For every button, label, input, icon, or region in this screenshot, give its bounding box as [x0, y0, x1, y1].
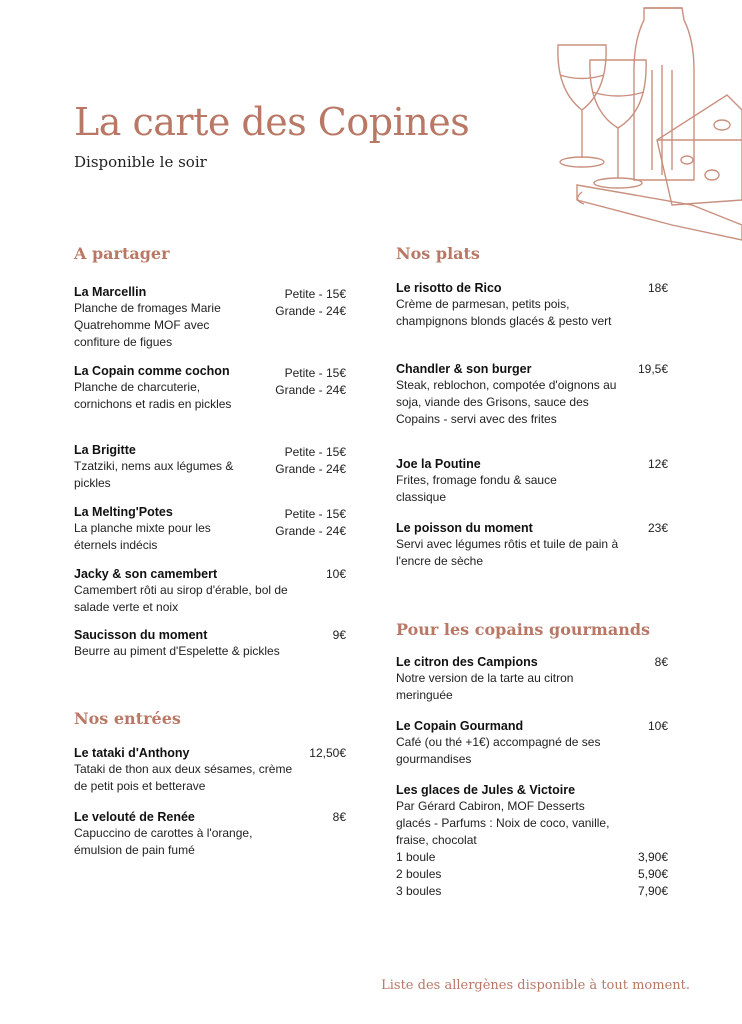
option-label: 1 boule	[396, 850, 436, 864]
section-nos-plats	[396, 244, 668, 620]
item-desc: Capuccino de carottes à l'orange, émulsion de pain fumé	[74, 826, 253, 857]
size-grande: Grande - 24€	[275, 383, 346, 397]
item-price: 8€	[332, 810, 346, 824]
section-title: A partager	[74, 244, 170, 263]
menu-item	[74, 504, 346, 566]
item-name: Le poisson du moment	[396, 521, 533, 535]
item-price: 23€	[647, 521, 668, 535]
item-name: Le velouté de Renée	[74, 810, 195, 824]
item-sizes	[275, 286, 346, 320]
item-desc: Frites, fromage fondu & sauce classique	[396, 473, 557, 504]
page-title: La carte des Copines	[74, 100, 470, 144]
menu-item	[396, 654, 668, 718]
right-column	[396, 244, 668, 900]
option-price: 3,90€	[637, 850, 668, 864]
item-price: 10€	[647, 719, 668, 733]
item-name: Le tataki d'Anthony	[74, 746, 190, 760]
menu-item	[396, 520, 668, 620]
item-desc: Beurre au piment d'Espelette & pickles	[74, 644, 280, 658]
item-name: Joe la Poutine	[396, 457, 481, 471]
option-price: 5,90€	[637, 867, 668, 881]
item-desc: La planche mixte pour les éternels indécis	[74, 521, 211, 552]
item-desc: Café (ou thé +1€) accompagné de ses gourmandises	[396, 735, 601, 766]
item-desc: Planche de fromages Marie Quatrehomme MOF avec confiture de figues	[74, 301, 221, 349]
menu-item	[74, 745, 346, 809]
item-price: 12€	[647, 457, 668, 471]
menu-item	[396, 456, 668, 520]
item-name: Les glaces de Jules & Victoire	[396, 783, 576, 797]
option-label: 2 boules	[396, 867, 442, 881]
item-desc: Par Gérard Cabiron, MOF Desserts glacés - Parfums : Noix de coco, vanille, fraise, chocolat	[396, 799, 610, 847]
menu-item	[396, 782, 668, 900]
item-price: 18€	[647, 281, 668, 295]
item-price: 19,5€	[637, 362, 668, 376]
menu-item	[74, 566, 346, 627]
menu-item	[74, 284, 346, 363]
item-desc: Tataki de thon aux deux sésames, crème de petit pois et betterave	[74, 762, 293, 793]
option-row	[396, 866, 668, 883]
size-petite: Petite - 15€	[284, 507, 346, 521]
item-desc: Notre version de la tarte au citron meringuée	[396, 671, 574, 702]
section-title: Nos entrées	[74, 709, 181, 728]
item-desc: Planche de charcuterie, cornichons et radis en pickles	[74, 380, 232, 411]
section-copains-gourmands	[396, 620, 668, 900]
menu-item	[74, 363, 346, 442]
section-a-partager	[74, 244, 346, 709]
item-name: La Marcellin	[74, 285, 147, 299]
size-grande: Grande - 24€	[275, 462, 346, 476]
item-name: Le citron des Campions	[396, 655, 538, 669]
item-price: 12,50€	[309, 746, 346, 760]
menu-item	[396, 361, 668, 456]
size-petite: Petite - 15€	[284, 366, 346, 380]
item-name: La Melting'Potes	[74, 505, 173, 519]
item-sizes	[275, 365, 346, 399]
item-name: Le risotto de Rico	[396, 281, 502, 295]
item-name: Chandler & son burger	[396, 362, 532, 376]
item-name: La Copain comme cochon	[74, 364, 230, 378]
item-name: Le Copain Gourmand	[396, 719, 524, 733]
menu-item	[396, 280, 668, 361]
section-nos-entrees	[74, 709, 346, 859]
item-name: La Brigitte	[74, 443, 136, 457]
option-row	[396, 849, 668, 866]
allergens-note: Liste des allergènes disponible à tout moment.	[381, 978, 690, 993]
item-desc: Camembert rôti au sirop d'érable, bol de salade verte et noix	[74, 583, 288, 614]
item-desc: Crème de parmesan, petits pois, champignons blonds glacés & pesto vert	[396, 297, 612, 328]
size-grande: Grande - 24€	[275, 524, 346, 538]
item-name: Saucisson du moment	[74, 628, 208, 642]
menu-item	[74, 442, 346, 504]
menu-item	[74, 809, 346, 859]
section-title: Pour les copains gourmands	[396, 620, 651, 639]
option-label: 3 boules	[396, 884, 442, 898]
menu-item	[74, 627, 346, 709]
size-petite: Petite - 15€	[284, 287, 346, 301]
left-column	[74, 244, 346, 859]
page-subtitle: Disponible le soir	[74, 153, 207, 171]
item-price: 10€	[325, 567, 346, 581]
size-petite: Petite - 15€	[284, 445, 346, 459]
item-sizes	[275, 506, 346, 540]
menu-item	[396, 718, 668, 782]
option-price: 7,90€	[637, 884, 668, 898]
item-desc: Tzatziki, nems aux légumes & pickles	[74, 459, 234, 490]
item-price: 8€	[654, 655, 668, 669]
item-sizes	[275, 444, 346, 478]
item-price: 9€	[332, 628, 346, 642]
item-name: Jacky & son camembert	[74, 567, 218, 581]
size-grande: Grande - 24€	[275, 304, 346, 318]
wine-glasses-and-cheese-icon	[552, 0, 742, 250]
item-desc: Servi avec légumes rôtis et tuile de pain à l'encre de sèche	[396, 537, 619, 568]
option-row	[396, 883, 668, 900]
section-title: Nos plats	[396, 244, 480, 263]
item-desc: Steak, reblochon, compotée d'oignons au soja, viande des Grisons, sauce des Copains - servi avec des frites	[396, 378, 617, 426]
